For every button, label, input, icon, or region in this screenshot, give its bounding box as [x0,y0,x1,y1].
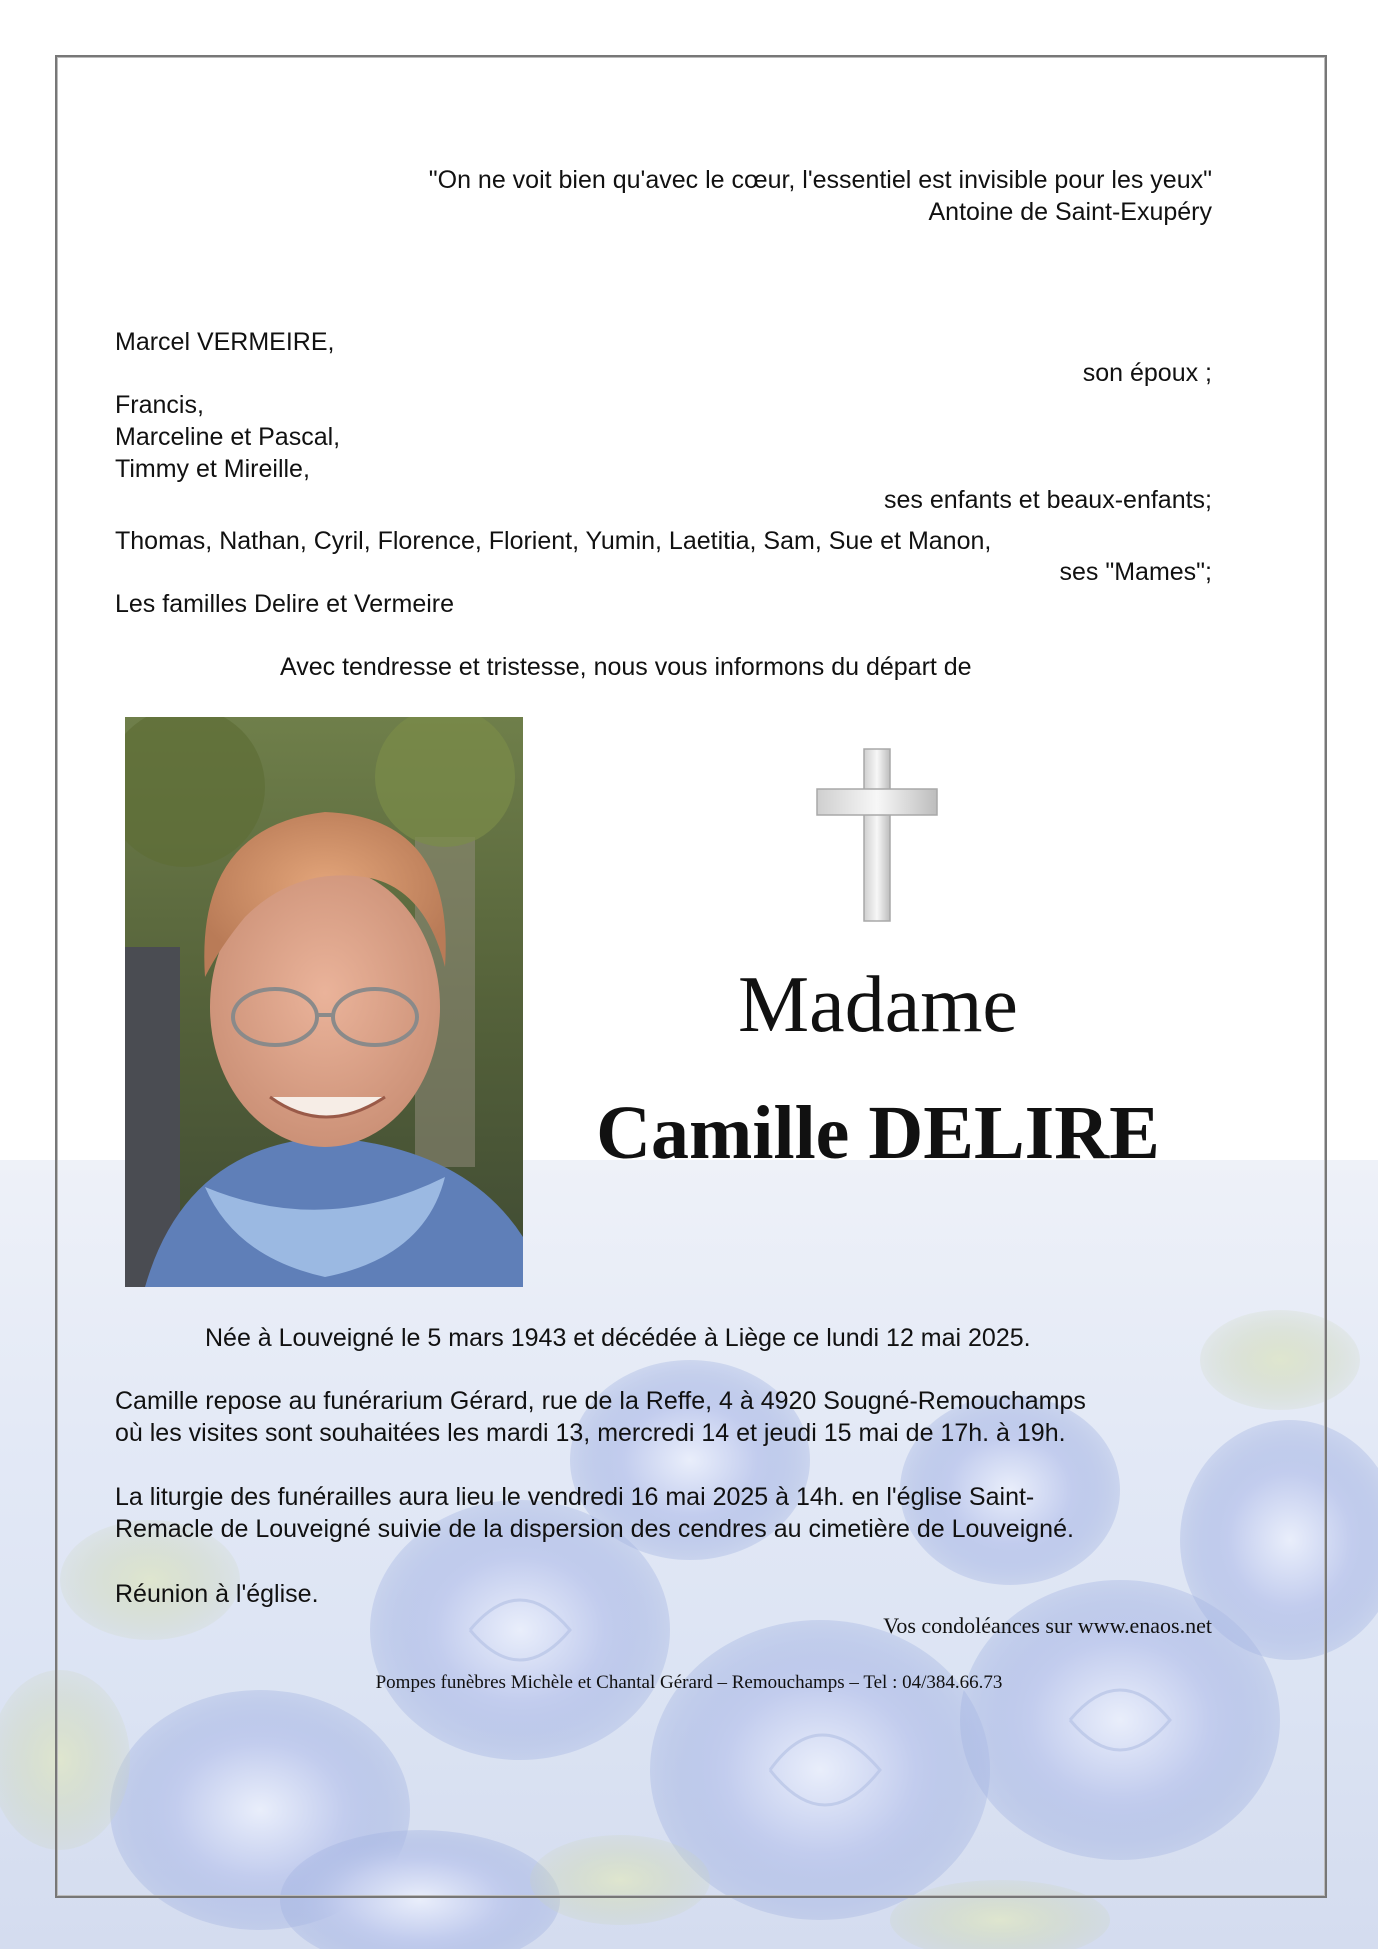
rest-line-2: où les visites sont souhaitées les mardi 13, mercredi 14 et jeudi 15 mai de 17h. à 19h. [115,1419,1066,1447]
children-role: ses enfants et beaux-enfants; [884,486,1212,514]
portrait-photo [125,717,523,1287]
spouse-role: son époux ; [1082,359,1212,387]
rest-line-1: Camille repose au funérarium Gérard, rue de la Reffe, 4 à 4920 Sougné-Remouchamps [115,1387,1086,1415]
deceased-title: Madame [738,961,1018,1049]
child-1: Francis, [115,391,204,419]
spouse-name: Marcel VERMEIRE, [115,328,335,356]
grandchildren-role: ses "Mames"; [1059,558,1212,586]
cross-icon [815,747,939,923]
quote-text: "On ne voit bien qu'avec le cœur, l'essentiel est invisible pour les yeux" [428,166,1212,194]
condolences-link[interactable]: Vos condoléances sur www.enaos.net [883,1613,1212,1638]
birth-death-line: Née à Louveigné le 5 mars 1943 et décédée à Liège ce lundi 12 mai 2025. [205,1324,1031,1352]
liturgy-line-2: Remacle de Louveigné suivie de la dispersion des cendres au cimetière de Louveigné. [115,1515,1074,1543]
families-line: Les familles Delire et Vermeire [115,590,455,618]
liturgy-line-1: La liturgie des funérailles aura lieu le vendredi 16 mai 2025 à 14h. en l'église Saint- [115,1483,1035,1511]
deceased-name: Camille DELIRE [596,1091,1160,1175]
reunion-line: Réunion à l'église. [115,1580,319,1608]
child-3: Timmy et Mireille, [115,455,310,483]
announcement-text: Avec tendresse et tristesse, nous vous informons du départ de [280,653,972,681]
funeral-home-line: Pompes funèbres Michèle et Chantal Gérard – Remouchamps – Tel : 04/384.66.73 [375,1672,1003,1693]
grandchildren: Thomas, Nathan, Cyril, Florence, Florient, Yumin, Laetitia, Sam, Sue et Manon, [115,527,992,555]
quote-author: Antoine de Saint-Exupéry [928,198,1212,226]
child-2: Marceline et Pascal, [115,423,341,451]
